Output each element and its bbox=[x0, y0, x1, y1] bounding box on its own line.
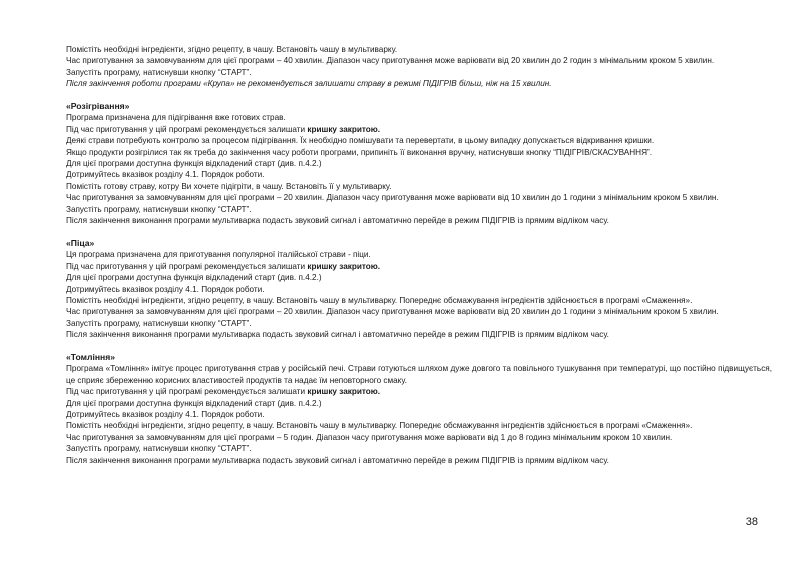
paragraph: Час приготування за замовчуванням для цієї програми – 20 хвилин. Діапазон часу приготування може варіювати від 20 хвилин до 1 години з мінімальним кроком 5 хвилин. bbox=[66, 307, 719, 317]
section-title-pizza: «Піца» bbox=[66, 237, 95, 248]
paragraph: Ця програма призначена для приготування популярної італійської страви - піци. bbox=[66, 250, 371, 260]
paragraph: Для цієї програми доступна функція відкладений старт (див. п.4.2.) bbox=[66, 159, 322, 169]
section-title-reheat: «Розігрівання» bbox=[66, 101, 130, 112]
paragraph: Запустіть програму, натиснувши кнопку “СТАРТ”. bbox=[66, 318, 252, 328]
note-paragraph: Після закінчення роботи програми «Крупа» не рекомендується залишати страву в режимі ПІДІГРІВ більш, ніж на 15 хвилин. bbox=[66, 79, 552, 89]
paragraph: Запустіть програму, натиснувши кнопку “СТАРТ”. bbox=[66, 204, 252, 214]
paragraph: Дотримуйтесь вказівок розділу 4.1. Порядок роботи. bbox=[66, 170, 265, 180]
paragraph: Час приготування за замовчуванням для цієї програми – 40 хвилин. Діапазон часу приготування може варіювати від 20 хвилин до 2 годин з мінімальним кроком 5 хвилин. bbox=[66, 56, 715, 66]
paragraph: Програма призначена для підігрівання вже готових страв. bbox=[66, 113, 286, 123]
paragraph: Помістіть необхідні інгредієнти, згідно рецепту, в чашу. Встановіть чашу в мультиварку. Попереднє обсмажування інгредієнтів здійснюється в програмі «Смаження». bbox=[66, 421, 693, 431]
paragraph: Дотримуйтесь вказівок розділу 4.1. Порядок роботи. bbox=[66, 409, 265, 419]
paragraph: Для цієї програми доступна функція відкладений старт (див. п.4.2.) bbox=[66, 398, 322, 408]
paragraph: Після закінчення виконання програми мультиварка подасть звуковий сигнал і автоматично перейде в режим ПІДІГРІВ із прямим відліком часу. bbox=[66, 216, 609, 226]
bold-text: кришку закритою. bbox=[307, 387, 381, 397]
paragraph: Дотримуйтесь вказівок розділу 4.1. Порядок роботи. bbox=[66, 284, 265, 294]
text: Під час приготування у цій програмі рекомендується залишати bbox=[66, 261, 308, 271]
paragraph: Помістіть необхідні інгредієнти, згідно рецепту, в чашу. Встановіть чашу в мультиварку. bbox=[66, 45, 398, 54]
paragraph: Після закінчення виконання програми мультиварка подасть звуковий сигнал і автоматично перейде в режим ПІДІГРІВ із прямим відліком часу. bbox=[66, 455, 609, 465]
document-page bbox=[66, 44, 772, 466]
paragraph: Для цієї програми доступна функція відкладений старт (див. п.4.2.) bbox=[66, 273, 322, 283]
paragraph: Якщо продукти розігрілися так як треба до закінчення часу роботи програми, припиніть її виконання вручну, натиснувши кнопку “ПІДІГРІВ/СКАСУВАННЯ”. bbox=[66, 147, 653, 157]
bold-text: кришку закритою. bbox=[307, 261, 381, 271]
paragraph: Запустіть програму, натиснувши кнопку “СТАРТ”. bbox=[66, 444, 252, 454]
paragraph: Час приготування за замовчуванням для цієї програми – 5 годин. Діапазон часу приготування може варіювати від 1 до 8 годинз мінімальним кроком 10 хвилин. bbox=[66, 432, 673, 442]
text: Під час приготування у цій програмі рекомендується залишати bbox=[66, 124, 308, 134]
paragraph bbox=[66, 386, 772, 397]
paragraph: Програма «Томління» імітує процес приготування страв у російській печі. Страви готуються шляхом дуже довгого та повільного тушкування при температурі, що постійно підвищується, це сприяє збереженню корисних властивостей продуктів та надає їм неповторного смаку. bbox=[66, 364, 772, 385]
paragraph: Помістіть готову страву, котру Ви хочете підігріти, в чашу. Встановіть її у мультиварку. bbox=[66, 181, 392, 191]
text: Під час приготування у цій програмі рекомендується залишати bbox=[66, 387, 308, 397]
paragraph: Запустіть програму, натиснувши кнопку “СТАРТ”. bbox=[66, 67, 252, 77]
page-number: 38 bbox=[745, 516, 758, 528]
bold-text: кришку закритою. bbox=[307, 124, 381, 134]
paragraph: Після закінчення виконання програми мультиварка подасть звуковий сигнал і автоматично перейде в режим ПІДІГРІВ із прямим відліком часу. bbox=[66, 330, 609, 340]
paragraph bbox=[66, 261, 772, 272]
paragraph: Час приготування за замовчуванням для цієї програми – 20 хвилин. Діапазон часу приготування може варіювати від 10 хвилин до 1 години з мінімальним кроком 5 хвилин. bbox=[66, 193, 719, 203]
section-title-stew: «Томління» bbox=[66, 351, 116, 362]
paragraph bbox=[66, 124, 772, 135]
paragraph: Помістіть необхідні інгредієнти, згідно рецепту, в чашу. Встановіть чашу в мультиварку. Попереднє обсмажування інгредієнтів здійснюється в програмі «Смаження». bbox=[66, 295, 693, 305]
paragraph: Деякі страви потребують контролю за процесом підігрівання. Їх необхідно помішувати та перевертати, в цьому випадку допускається відкривання кришки. bbox=[66, 136, 655, 146]
